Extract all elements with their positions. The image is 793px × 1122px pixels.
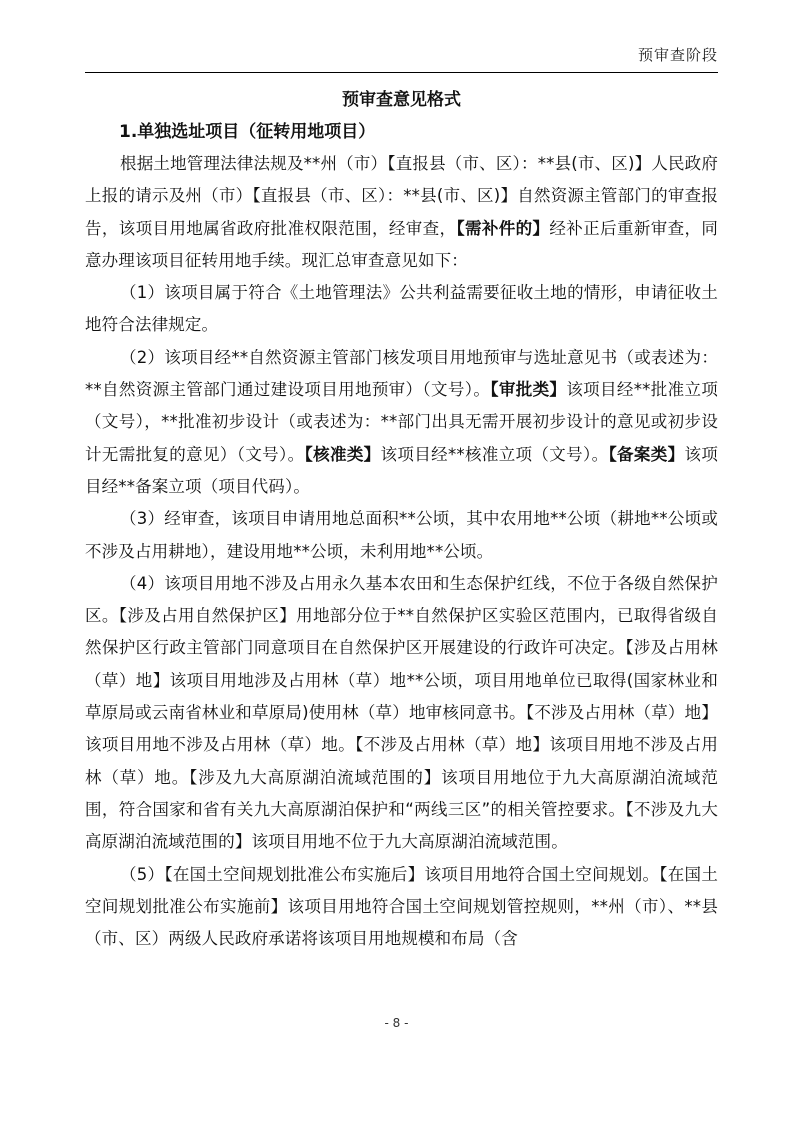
bold-label: 【审批类】: [490, 380, 567, 400]
paragraph-text: 该项目经**批准立项（文号），**批准初步设计（或表述为：**部门出具无需开展初步设计的意见或初步设计无需批复的意见）（文号）。: [85, 380, 719, 464]
bold-label: 【备案类】: [608, 444, 685, 464]
bold-label: 【需补件的】: [456, 218, 550, 238]
body-paragraph: [85, 859, 718, 956]
paragraph-text: （3）经审查，该项目申请用地总面积**公顷，其中农用地**公顷（耕地**公顷或不涉及占用耕地），建设用地**公顷，未利用地**公顷。: [85, 509, 718, 561]
body-paragraph: [85, 148, 718, 277]
document-body: [85, 84, 718, 955]
body-paragraph: [85, 503, 718, 568]
paragraph-text: 该项目经**备案立项（项目代码）。: [85, 444, 719, 496]
paragraph-text: （2）该项目经**自然资源主管部门核发项目用地预审与选址意见书（或表述为：**自然资源主管部门通过建设项目用地预审）（文号）。: [85, 347, 718, 400]
paragraph-text: 根据土地管理法律法规及**州（市）【直报县（市、区）：**县(市、区)】人民政府上报的请示及州（市）【直报县（市、区）：**县(市、区)】自然资源主管部门的审查报告，该项目用地属省政府批准权限范围，经审查，: [85, 154, 718, 238]
paragraph-text: 经补正后重新审查，同意办理该项目征转用地手续。现汇总审查意见如下：: [85, 218, 718, 270]
bold-label: 【核准类】: [304, 444, 381, 464]
body-paragraph: [85, 342, 718, 503]
paragraph-text: （4）该项目用地不涉及占用永久基本农田和生态保护红线，不位于各级自然保护区。【涉及占用自然保护区】用地部分位于**自然保护区实验区范围内，已取得省级自然保护区行政主管部门同意项目在自然保护区开展建设的行政许可决定。【涉及占用林（草）地】该项目用地涉及占用林（草）地**公顷，项目用地单位已取得(国家林业和草原局或云南省林业和草原局)使用林（草）地审核同意书。【不涉及占用林（草）地】该项目用地不涉及占用林（草）地。【不涉及占用林（草）地】该项目用地不涉及占用林（草）地。【涉及九大高原湖泊流域范围的】该项目用地位于九大高原湖泊流域范围，符合国家和省有关九大高原湖泊保护和“两线三区”的相关管控要求。【不涉及九大高原湖泊流域范围的】该项目用地不位于九大高原湖泊流域范围。: [85, 573, 718, 852]
document-title: 预审查意见格式: [342, 90, 461, 110]
body-paragraph: [85, 277, 718, 342]
paragraph-text: （1）该项目属于符合《土地管理法》公共利益需要征收土地的情形，申请征收土地符合法律规定。: [85, 283, 718, 335]
section-heading: 1.单独选址项目（征转用地项目）: [119, 122, 376, 142]
page-number: - 8 -: [384, 1016, 409, 1030]
paragraph-text: （5）【在国土空间规划批准公布实施后】该项目用地符合国土空间规划。【在国土空间规划批准公布实施前】该项目用地符合国土空间规划管控规则，**州（市）、**县（市、区）两级人民政府承诺将该项目用地规模和布局（含: [85, 864, 718, 949]
running-header: 预审查阶段: [637, 46, 718, 64]
paragraph-text: 该项目经**核准立项（文号）。: [380, 444, 609, 464]
paragraph-list: [85, 148, 718, 955]
body-paragraph: [85, 568, 718, 859]
header-rule: [85, 72, 718, 73]
